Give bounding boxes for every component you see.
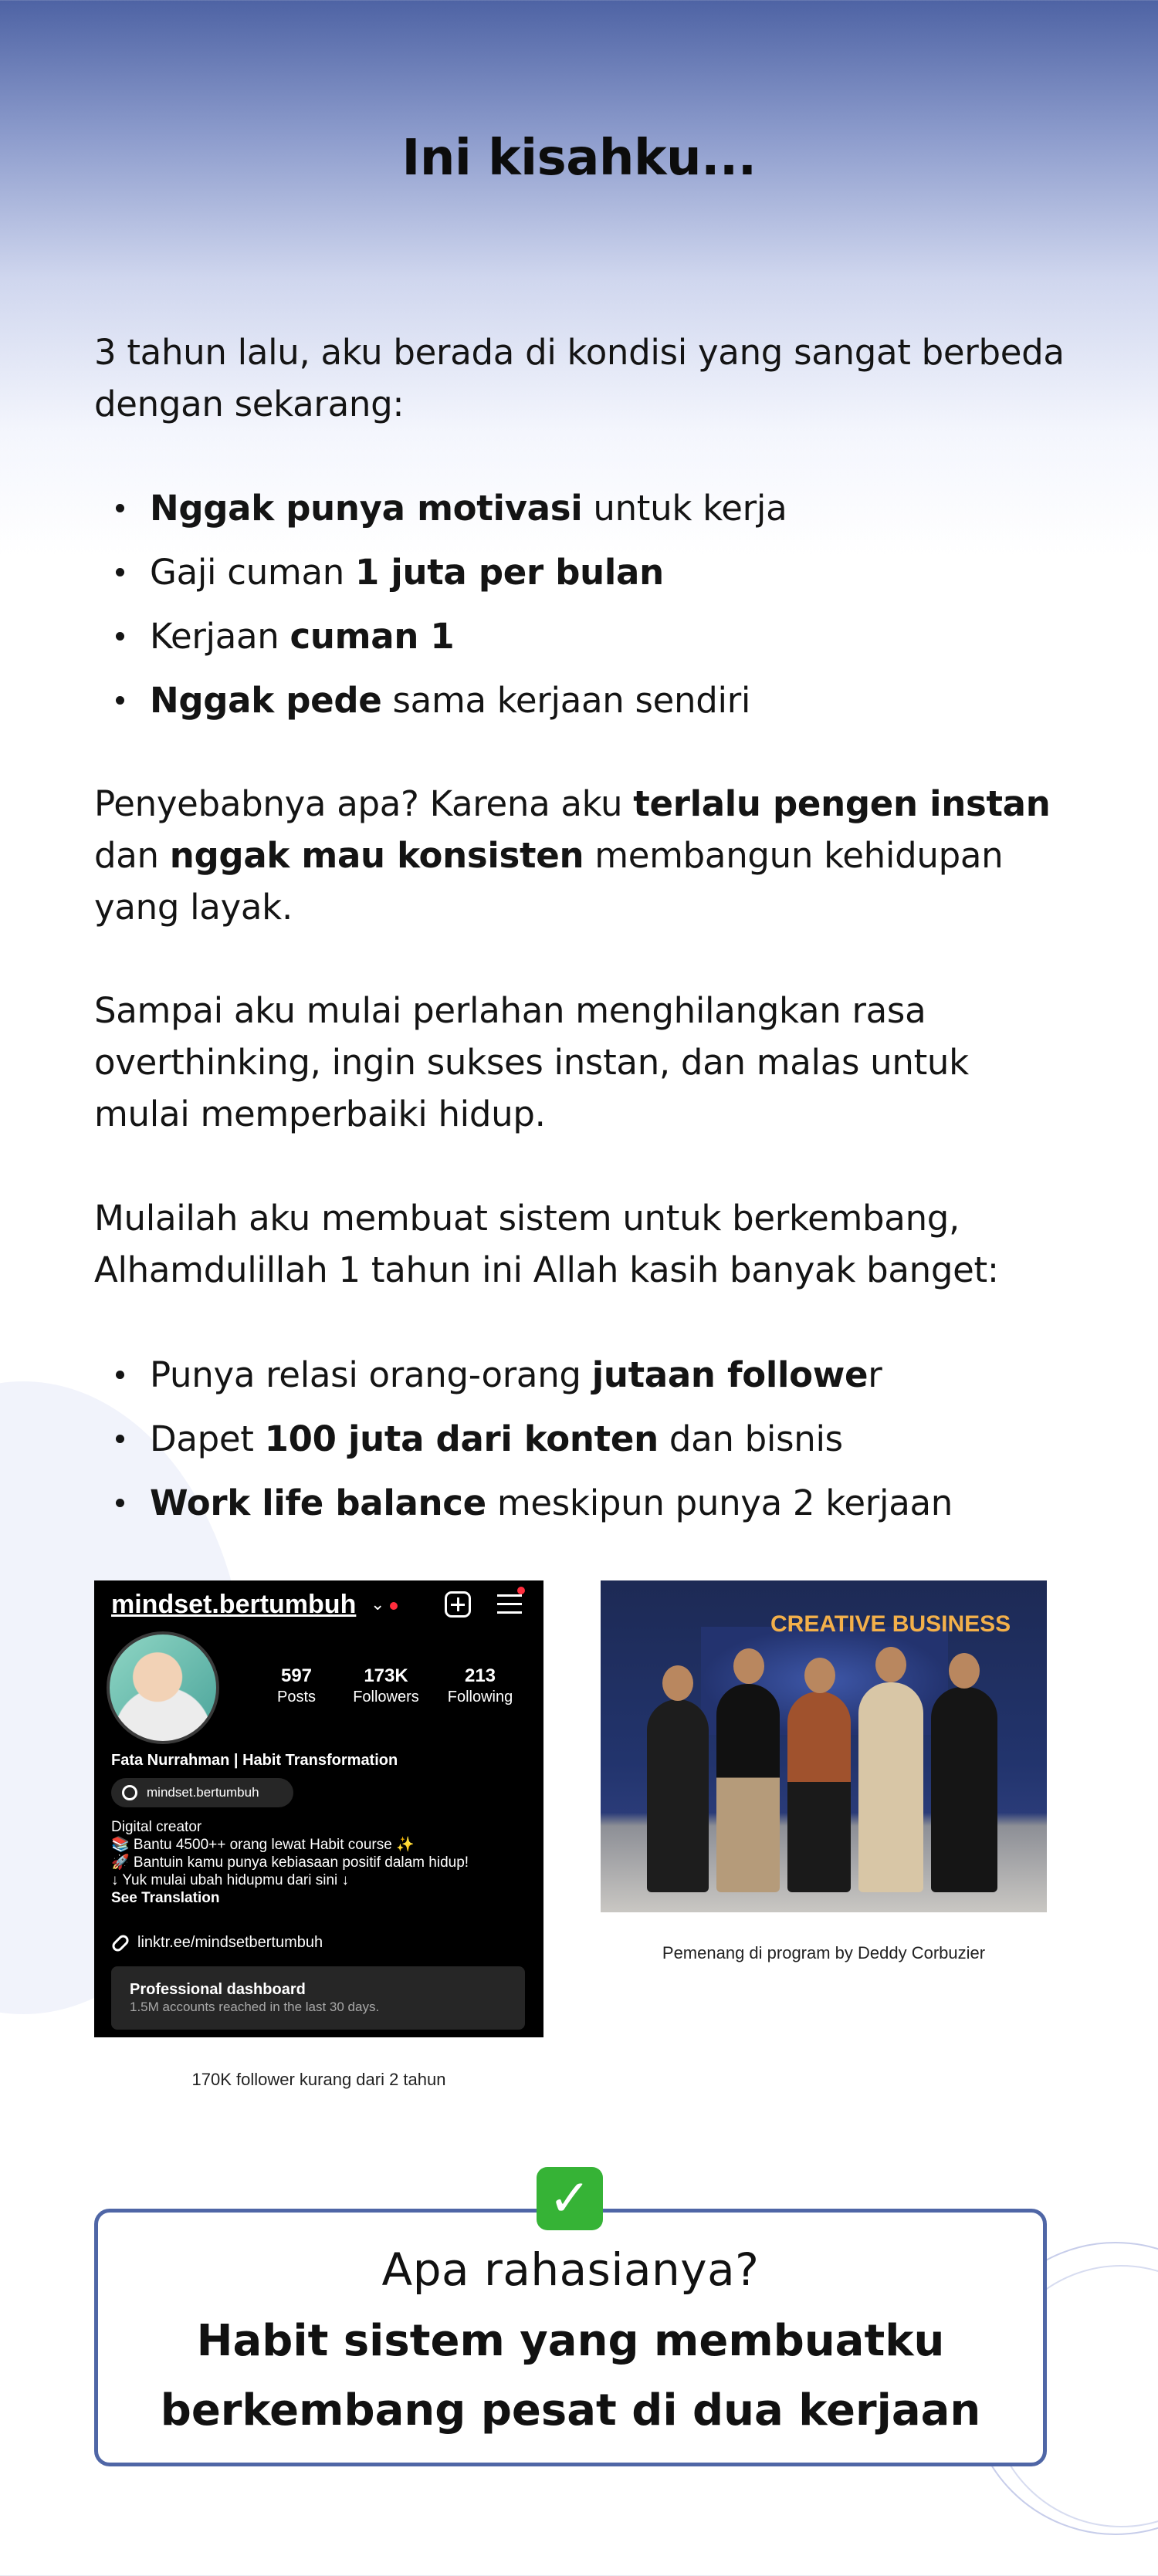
achievement-list: [94, 1343, 1068, 1535]
profile-bio: Digital creator 📚 Bantu 4500++ orang lewat Habit course ✨ 🚀 Bantuin kamu punya kebiasaan positif dalam hidup! ↓ Yuk mulai ubah hidupmu dari sini ↓ See Translation: [111, 1819, 469, 1906]
list-item: Dapet 100 juta dari konten dan bisnis: [94, 1407, 1068, 1471]
check-icon: ✓: [537, 2167, 603, 2230]
list-item: Nggak punya motivasi untuk kerja: [94, 476, 1068, 540]
intro-text: 3 tahun lalu, aku berada di kondisi yang sangat berbeda dengan sekarang:: [94, 332, 1065, 424]
list-item: Work life balance meskipun punya 2 kerjaan: [94, 1471, 1068, 1535]
avatar: [107, 1631, 219, 1744]
add-post-icon: [445, 1591, 471, 1618]
profile-handle: mindset.bertumbuh: [111, 1590, 357, 1619]
ig-caption: 170K follower kurang dari 2 tahun: [191, 2070, 446, 2089]
achievements-intro: Mulailah aku membuat sistem untuk berkembang, Alhamdulillah 1 tahun ini Allah kasih banyak banget:: [94, 1198, 999, 1290]
cta-box: [94, 2209, 1047, 2466]
person: [787, 1692, 851, 1892]
turning-point-text: Sampai aku mulai perlahan menghilangkan rasa overthinking, ingin sukses instan, dan malas untuk mulai memperbaiki hidup.: [94, 990, 969, 1134]
notification-dot: [390, 1602, 398, 1610]
stage-title: CREATIVE BUSINESS: [770, 1611, 1011, 1637]
person-head: [662, 1665, 693, 1701]
menu-icon: [497, 1594, 522, 1614]
person: [858, 1682, 923, 1892]
professional-dashboard: Professional dashboard 1.5M accounts reached in the last 30 days.: [111, 1966, 525, 2030]
person: [931, 1687, 997, 1892]
person: [647, 1699, 709, 1892]
person-head: [949, 1653, 980, 1689]
struggle-list: [94, 476, 1068, 732]
list-item: Punya relasi orang-orang jutaan follower: [94, 1343, 1068, 1407]
cause-text: Penyebabnya apa? Karena aku terlalu pengen instan dan nggak mau konsisten membangun kehidupan yang layak.: [94, 783, 1051, 928]
person: [716, 1684, 780, 1892]
stat-followers: 173K Followers: [353, 1665, 419, 1706]
photo-caption: Pemenang di program by Deddy Corbuzier: [662, 1943, 986, 1962]
person-head: [875, 1647, 906, 1682]
threads-badge: mindset.bertumbuh: [111, 1778, 293, 1807]
person-head: [804, 1658, 835, 1693]
person-head: [733, 1648, 764, 1684]
chevron-down-icon: ⌄: [371, 1594, 385, 1614]
cta-question: Apa rahasianya?: [381, 2243, 760, 2296]
page-title: Ini kisahku...: [401, 130, 757, 187]
profile-link: linktr.ee/mindsetbertumbuh: [111, 1934, 323, 1952]
cta-answer: Habit sistem yang membuatku berkembang pesat di dua kerjaan: [160, 2316, 981, 2436]
stat-following: 213 Following: [447, 1665, 513, 1706]
link-icon: [110, 1932, 131, 1953]
list-item: Kerjaan cuman 1: [94, 604, 1068, 668]
event-photo: [601, 1580, 1047, 1912]
notification-dot: [517, 1587, 525, 1594]
profile-name: Fata Nurrahman | Habit Transformation: [111, 1752, 398, 1769]
threads-icon: [122, 1785, 137, 1800]
list-item: Nggak pede sama kerjaan sendiri: [94, 668, 1068, 732]
instagram-profile-screenshot: [94, 1580, 543, 2037]
list-item: Gaji cuman 1 juta per bulan: [94, 540, 1068, 604]
stat-posts: 597 Posts: [276, 1665, 317, 1706]
